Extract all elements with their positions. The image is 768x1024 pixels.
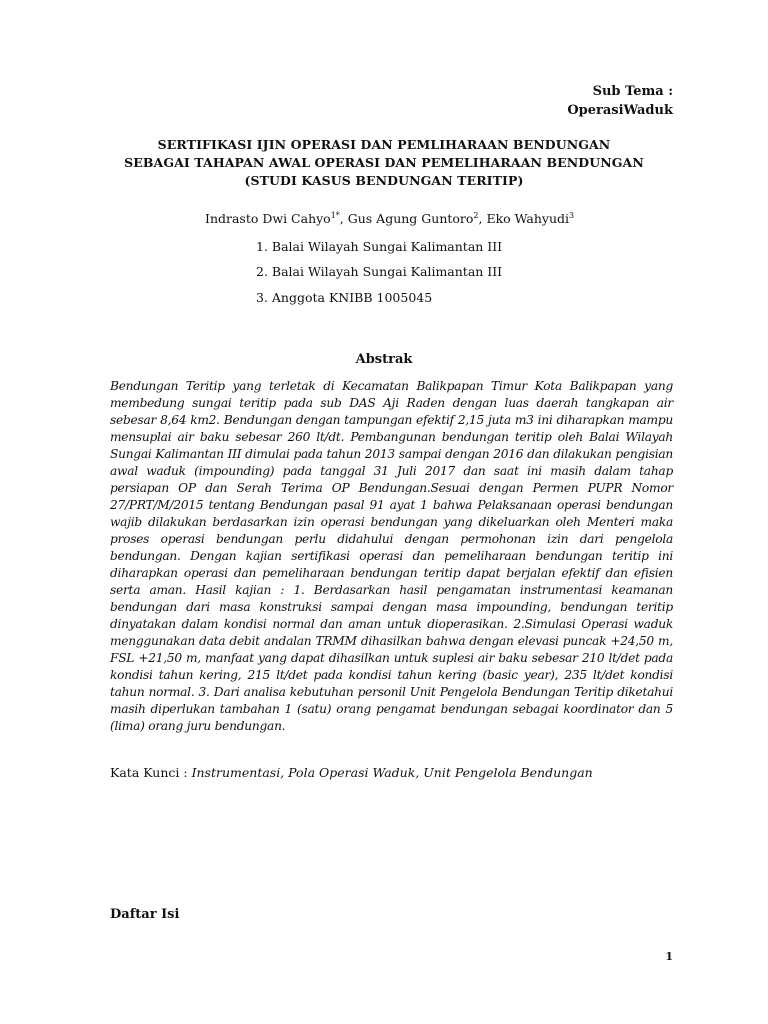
author-name: Eko Wahyudi bbox=[486, 211, 570, 226]
title-line-3: (STUDI KASUS BENDUNGAN TERITIP) bbox=[244, 173, 524, 188]
affiliation-2: 2. Balai Wilayah Sungai Kalimantan III bbox=[256, 264, 503, 279]
keywords-label: Kata Kunci : bbox=[110, 765, 192, 780]
subtema-block bbox=[567, 82, 673, 120]
page-number: 1 bbox=[665, 950, 673, 963]
author-list bbox=[205, 210, 574, 228]
affiliation-1: 1. Balai Wilayah Sungai Kalimantan III bbox=[256, 239, 503, 254]
author-separator: , bbox=[339, 211, 348, 226]
subtema-value: OperasiWaduk bbox=[567, 103, 673, 118]
paper-title bbox=[95, 136, 673, 190]
author-separator: , bbox=[478, 211, 487, 226]
author-superscript: 3 bbox=[569, 210, 575, 220]
author-name: Gus Agung Guntoro bbox=[347, 211, 474, 226]
author-name: Indrasto Dwi Cahyo bbox=[205, 211, 331, 226]
author-superscript: 2 bbox=[473, 210, 479, 220]
abstract-body: Bendungan Teritip yang terletak di Kecamatan Balikpapan Timur Kota Balikpapan yang membedung sungai teritip pada sub DAS Aji Raden dengan luas daerah tangkapan air sebesar 8,64 km2. Bendungan dengan tampungan efektif 2,15 juta m3 ini diharapkan mampu mensuplai air baku sebesar 260 lt/dt. Pembangunan bendungan teritip oleh Balai Wilayah Sungai Kalimantan III dimulai pada tahun 2013 sampai dengan 2016 dan dilakukan pengisian awal waduk (impounding) pada tanggal 31 Juli 2017 dan saat ini masih dalam tahap persiapan OP dan Serah Terima OP Bendungan.Sesuai dengan Permen PUPR Nomor 27/PRT/M/2015 tentang Bendungan pasal 91 ayat 1 bahwa Pelaksanaan operasi bendungan wajib dilakukan berdasarkan izin operasi bendungan yang dikeluarkan oleh Menteri maka proses operasi bendungan perlu didahului dengan permohonan izin dari pengelola bendungan. Dengan kajian sertifikasi operasi dan pemeliharaan bendungan teritip ini diharapkan operasi dan pemeliharaan bendungan teritip dapat berjalan efektif dan efisien serta aman. Hasil kajian : 1. Berdasarkan hasil pengamatan instrumentasi keamanan bendungan dari masa konstruksi sampai dengan masa impounding, bendungan teritip dinyatakan dalam kondisi normal dan aman untuk dioperasikan. 2.Simulasi Operasi waduk menggunakan data debit andalan TRMM dihasilkan bahwa dengan elevasi puncak +24,50 m, FSL +21,50 m, manfaat yang dapat dihasilkan untuk suplesi air baku sebesar 210 lt/det pada kondisi tahun kering, 215 lt/det pada kondisi tahun kering (basic year), 235 lt/det kondisi tahun normal. 3. Dari analisa kebutuhan personil Unit Pengelola Bendungan Teritip diketahui masih diperlukan tambahan 1 (satu) orang pengamat bendungan sebagai koordinator dan 5 (lima) orang juru bendungan. bbox=[110, 379, 673, 733]
title-line-1: SERTIFIKASI IJIN OPERASI DAN PEMLIHARAAN BENDUNGAN bbox=[157, 137, 611, 152]
affiliation-3: 3. Anggota KNIBB 1005045 bbox=[256, 290, 433, 305]
abstract-heading: Abstrak bbox=[355, 352, 413, 367]
author-superscript: 1* bbox=[330, 210, 340, 220]
toc-heading: Daftar Isi bbox=[110, 907, 180, 922]
keywords-value: Instrumentasi, Pola Operasi Waduk, Unit Pengelola Bendungan bbox=[191, 765, 593, 780]
keywords-line bbox=[110, 764, 593, 782]
subtema-label: Sub Tema : bbox=[592, 84, 673, 99]
title-line-2: SEBAGAI TAHAPAN AWAL OPERASI DAN PEMELIHARAAN BENDUNGAN bbox=[124, 155, 644, 170]
